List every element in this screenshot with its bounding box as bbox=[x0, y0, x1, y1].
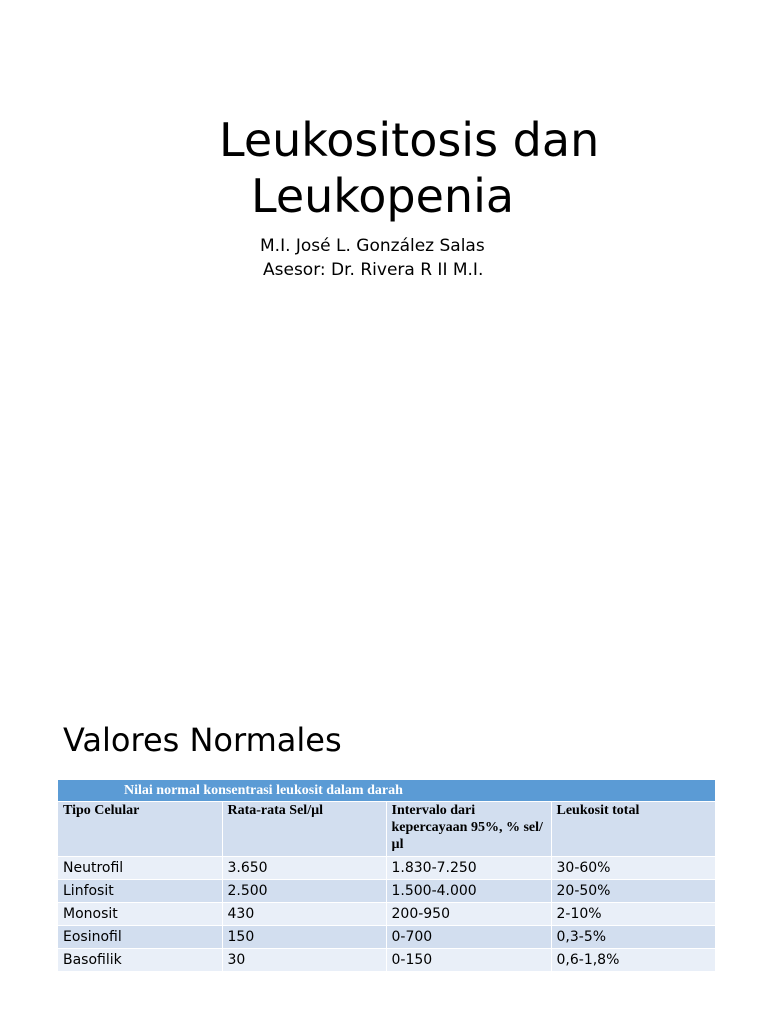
advisor-line: Asesor: Dr. Rivera R II M.I. bbox=[263, 260, 484, 280]
table-row bbox=[58, 880, 715, 903]
column-header-total: Leukosit total bbox=[551, 802, 715, 857]
section-heading: Valores Normales bbox=[63, 721, 342, 759]
table-caption-row bbox=[58, 780, 715, 802]
column-header-average: Rata-rata Sel/µl bbox=[222, 802, 386, 857]
table-cell: 2-10% bbox=[551, 903, 715, 926]
table-cell: Basofilik bbox=[58, 949, 222, 972]
table-cell: 1.500-4.000 bbox=[386, 880, 551, 903]
table-cell: 20-50% bbox=[551, 880, 715, 903]
table-cell: Neutrofil bbox=[58, 857, 222, 880]
column-header-cell-type: Tipo Celular bbox=[58, 802, 222, 857]
leukocyte-values-table bbox=[58, 780, 715, 972]
table-cell: 150 bbox=[222, 926, 386, 949]
table-cell: 0,6-1,8% bbox=[551, 949, 715, 972]
table-cell: Eosinofil bbox=[58, 926, 222, 949]
table-cell: 1.830-7.250 bbox=[386, 857, 551, 880]
table-cell: 0,3-5% bbox=[551, 926, 715, 949]
table-cell: Linfosit bbox=[58, 880, 222, 903]
table-cell: Monosit bbox=[58, 903, 222, 926]
table-row bbox=[58, 903, 715, 926]
table-cell: 430 bbox=[222, 903, 386, 926]
table-cell: 0-150 bbox=[386, 949, 551, 972]
slide-title-line-2: Leukopenia bbox=[251, 169, 515, 223]
table-header-row bbox=[58, 802, 715, 857]
table-cell: 30 bbox=[222, 949, 386, 972]
table-caption: Nilai normal konsentrasi leukosit dalam darah bbox=[58, 780, 715, 802]
table-row bbox=[58, 926, 715, 949]
column-header-interval: Intervalo dari kepercayaan 95%, % sel/µl bbox=[386, 802, 551, 857]
table-row bbox=[58, 857, 715, 880]
author-line: M.I. José L. González Salas bbox=[260, 236, 485, 256]
table-cell: 0-700 bbox=[386, 926, 551, 949]
table-row bbox=[58, 949, 715, 972]
table-cell: 30-60% bbox=[551, 857, 715, 880]
slide-title-line-1: Leukositosis dan bbox=[219, 113, 600, 167]
table-cell: 3.650 bbox=[222, 857, 386, 880]
table-cell: 2.500 bbox=[222, 880, 386, 903]
table-cell: 200-950 bbox=[386, 903, 551, 926]
